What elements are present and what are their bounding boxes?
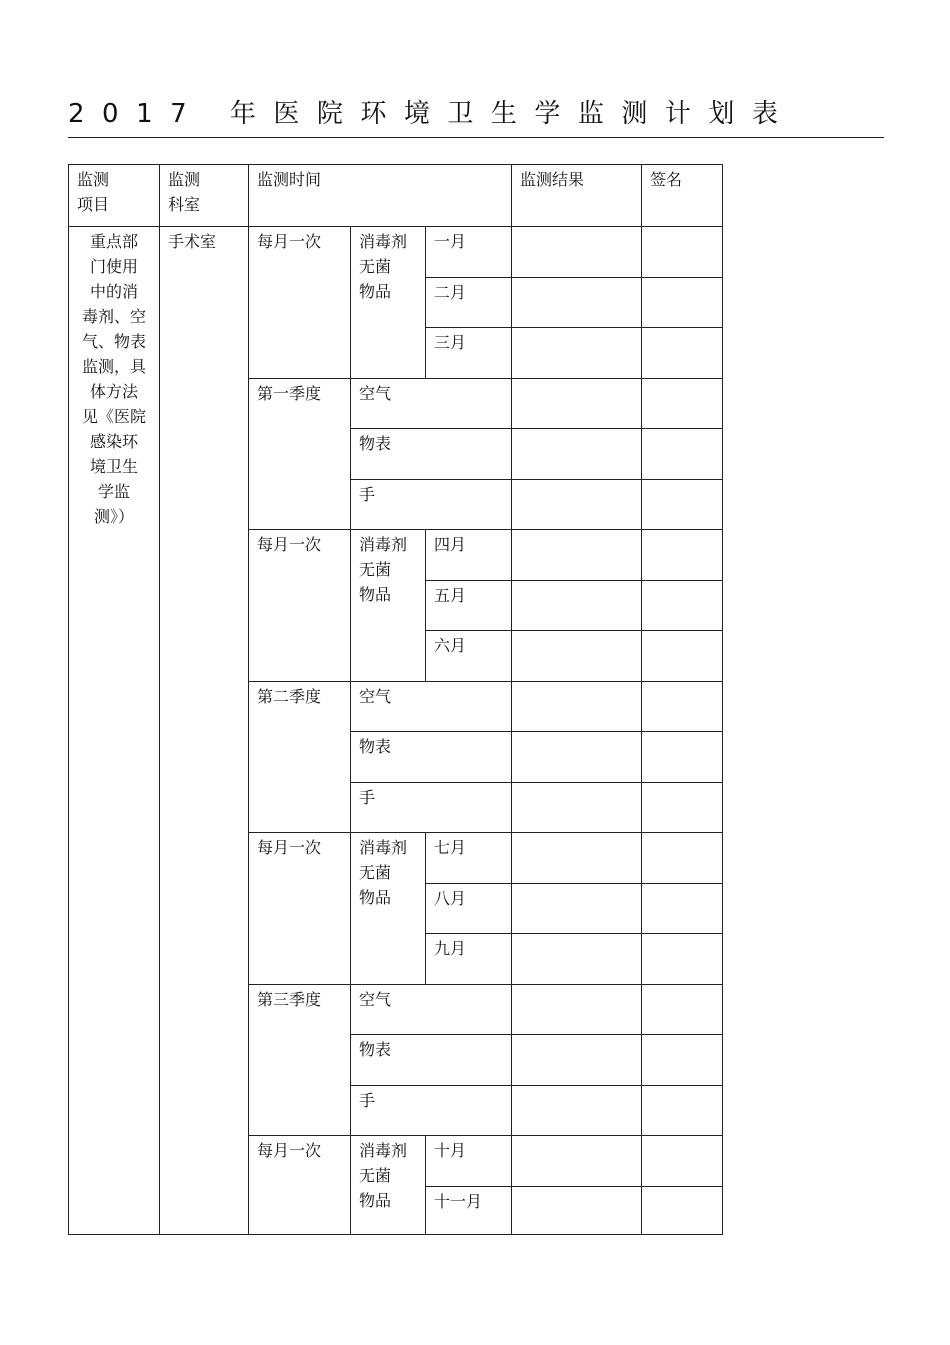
signature-cell xyxy=(642,580,723,631)
signature-cell xyxy=(642,833,723,884)
month-cell: 六月 xyxy=(426,631,512,682)
result-cell xyxy=(512,631,642,682)
sample-type-cell: 物表 xyxy=(351,429,512,480)
quarter-cell: 第一季度 xyxy=(249,378,351,530)
signature-cell xyxy=(642,631,723,682)
monitoring-item-cell: 重点部 门使用 中的消 毒剂、空 气、物表 监测，具 体方法 见《医院 感染环 境卫生 学监 测》） xyxy=(69,227,160,1235)
signature-cell xyxy=(642,429,723,480)
frequency-cell: 每月一次 xyxy=(249,1136,351,1235)
department-cell: 手术室 xyxy=(160,227,249,1235)
result-cell xyxy=(512,378,642,429)
quarter-cell: 第二季度 xyxy=(249,681,351,833)
result-cell xyxy=(512,227,642,278)
result-cell xyxy=(512,479,642,530)
sample-type-cell: 空气 xyxy=(351,378,512,429)
signature-cell xyxy=(642,277,723,328)
quarter-cell: 第三季度 xyxy=(249,984,351,1136)
month-cell: 九月 xyxy=(426,934,512,985)
result-cell xyxy=(512,833,642,884)
signature-cell xyxy=(642,328,723,379)
signature-cell xyxy=(642,227,723,278)
signature-cell xyxy=(642,1186,723,1234)
month-cell: 七月 xyxy=(426,833,512,884)
page-title: 2017 年医院环境卫生学监测计划表 xyxy=(68,99,796,129)
sample-type-cell: 空气 xyxy=(351,984,512,1035)
result-cell xyxy=(512,580,642,631)
table-row xyxy=(69,227,723,278)
result-cell xyxy=(512,429,642,480)
signature-cell xyxy=(642,530,723,581)
signature-cell xyxy=(642,1085,723,1136)
month-cell: 十一月 xyxy=(426,1186,512,1234)
sample-type-cell: 物表 xyxy=(351,732,512,783)
header-time: 监测时间 xyxy=(249,165,512,227)
monitoring-plan-table xyxy=(68,164,723,1235)
sample-type-cell: 物表 xyxy=(351,1035,512,1086)
signature-cell xyxy=(642,782,723,833)
result-cell xyxy=(512,1136,642,1187)
month-cell: 一月 xyxy=(426,227,512,278)
disinfectant-cell: 消毒剂 无菌 物品 xyxy=(351,227,426,379)
month-cell: 八月 xyxy=(426,883,512,934)
signature-cell xyxy=(642,681,723,732)
sample-type-cell: 手 xyxy=(351,1085,512,1136)
sample-type-cell: 手 xyxy=(351,479,512,530)
header-result: 监测结果 xyxy=(512,165,642,227)
result-cell xyxy=(512,1085,642,1136)
month-cell: 五月 xyxy=(426,580,512,631)
signature-cell xyxy=(642,883,723,934)
month-cell: 二月 xyxy=(426,277,512,328)
result-cell xyxy=(512,681,642,732)
signature-cell xyxy=(642,984,723,1035)
disinfectant-cell: 消毒剂 无菌 物品 xyxy=(351,833,426,985)
result-cell xyxy=(512,984,642,1035)
signature-cell xyxy=(642,378,723,429)
result-cell xyxy=(512,1035,642,1086)
disinfectant-cell: 消毒剂 无菌 物品 xyxy=(351,1136,426,1235)
result-cell xyxy=(512,883,642,934)
result-cell xyxy=(512,732,642,783)
result-cell xyxy=(512,1186,642,1234)
signature-cell xyxy=(642,479,723,530)
result-cell xyxy=(512,277,642,328)
signature-cell xyxy=(642,1136,723,1187)
header-row xyxy=(69,165,723,227)
header-dept: 监测 科室 xyxy=(160,165,249,227)
sample-type-cell: 手 xyxy=(351,782,512,833)
sample-type-cell: 空气 xyxy=(351,681,512,732)
result-cell xyxy=(512,782,642,833)
result-cell xyxy=(512,934,642,985)
month-cell: 十月 xyxy=(426,1136,512,1187)
frequency-cell: 每月一次 xyxy=(249,833,351,985)
signature-cell xyxy=(642,934,723,985)
frequency-cell: 每月一次 xyxy=(249,530,351,682)
frequency-cell: 每月一次 xyxy=(249,227,351,379)
signature-cell xyxy=(642,1035,723,1086)
header-sign: 签名 xyxy=(642,165,723,227)
month-cell: 三月 xyxy=(426,328,512,379)
month-cell: 四月 xyxy=(426,530,512,581)
disinfectant-cell: 消毒剂 无菌 物品 xyxy=(351,530,426,682)
title-underline xyxy=(68,137,884,138)
result-cell xyxy=(512,328,642,379)
signature-cell xyxy=(642,732,723,783)
header-item: 监测 项目 xyxy=(69,165,160,227)
result-cell xyxy=(512,530,642,581)
